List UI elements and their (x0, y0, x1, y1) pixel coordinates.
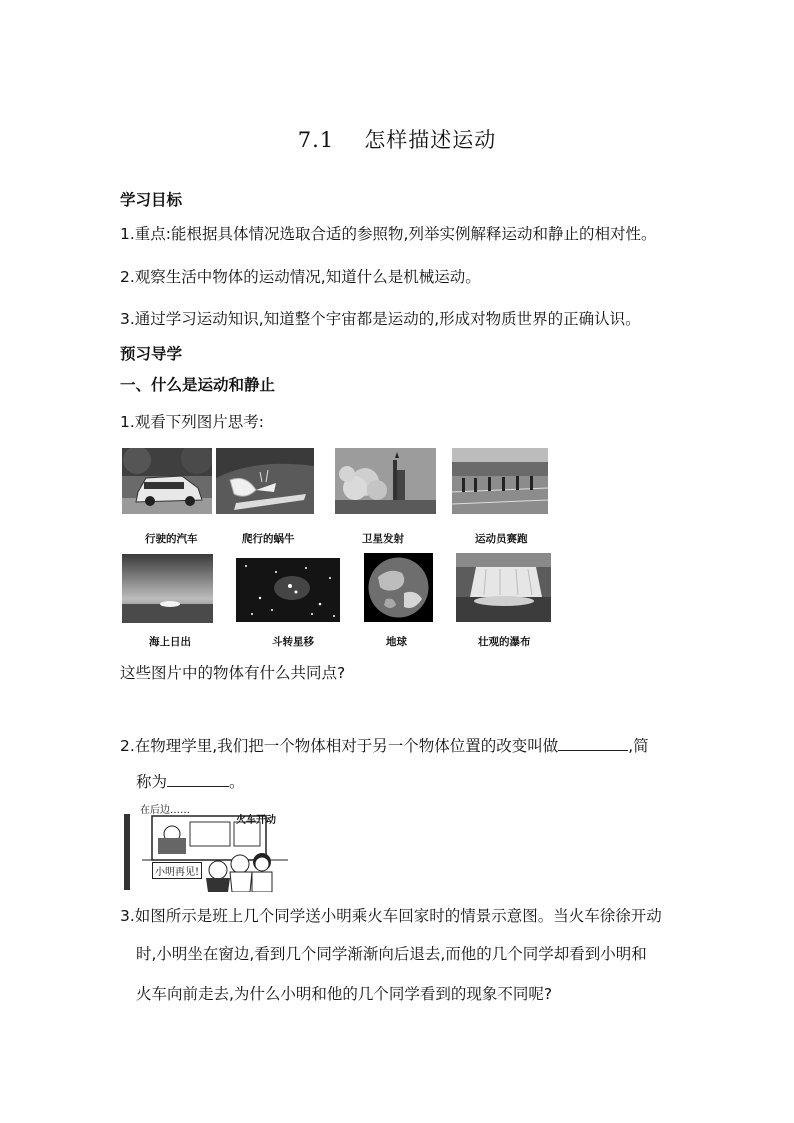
snail-photo (216, 448, 314, 514)
train-cartoon (122, 800, 288, 892)
earth-photo (364, 553, 433, 622)
rocket-launch-photo (335, 448, 436, 514)
starfield-photo (236, 558, 340, 622)
title-text: 怎样描述运动 (364, 128, 497, 152)
question-2-line-1 (120, 734, 649, 756)
caption-stars: 斗转星移 (272, 636, 314, 648)
question-1-text: 这些图片中的物体有什么共同点? (120, 664, 346, 682)
page-title (0, 124, 794, 154)
question-2-text-d: 。 (229, 773, 245, 791)
goal-2: 2.观察生活中物体的运动情况,知道什么是机械运动。 (120, 268, 481, 286)
question-3-line-3: 火车向前走去,为什么小明和他的几个同学看到的现象不同呢? (136, 985, 553, 1003)
question-2-line-2 (136, 770, 245, 792)
goal-1: 1.重点:能根据具体情况选取合适的参照物,列举实例解释运动和静止的相对性。 (120, 225, 657, 243)
section-heading-preview: 预习导学 (120, 345, 183, 363)
goal-3: 3.通过学习运动知识,知道整个宇宙都是运动的,形成对物质世界的正确认识。 (120, 310, 641, 328)
caption-snail: 爬行的蜗牛 (242, 533, 295, 545)
question-2-text-c: 称为 (136, 773, 168, 791)
caption-earth: 地球 (386, 636, 407, 648)
section-heading-goals: 学习目标 (120, 191, 183, 209)
answer-blank-2[interactable] (167, 772, 229, 787)
caption-rocket: 卫星发射 (362, 533, 404, 545)
answer-blank-1[interactable] (558, 736, 628, 751)
caption-car: 行驶的汽车 (145, 533, 198, 545)
question-2-text-b: ,简 (628, 737, 649, 755)
runners-photo (452, 448, 548, 514)
caption-waterfall: 壮观的瀑布 (478, 636, 531, 648)
question-3-line-1: 3.如图所示是班上几个同学送小明乘火车回家时的情景示意图。当火车徐徐开动 (120, 907, 662, 925)
cartoon-text-goodbye: 小明再见! (152, 862, 202, 879)
waterfall-photo (456, 553, 551, 622)
question-1-intro: 1.观看下列图片思考: (120, 413, 265, 431)
cartoon-text-behind: 在后边…… (140, 805, 190, 816)
cartoon-text-train-moving: 火车开动 (236, 815, 276, 826)
car-photo (122, 448, 212, 514)
sunrise-photo (122, 554, 213, 623)
caption-runners: 运动员赛跑 (475, 533, 528, 545)
caption-sunrise: 海上日出 (149, 636, 191, 648)
question-3-line-2: 时,小明坐在窗边,看到几个同学渐渐向后退去,而他的几个同学却看到小明和 (136, 945, 647, 963)
subsection-heading-motion: 一、什么是运动和静止 (120, 376, 276, 394)
title-number: 7.1 (297, 128, 335, 152)
question-2-text-a: 2.在物理学里,我们把一个物体相对于另一个物体位置的改变叫做 (120, 737, 559, 755)
